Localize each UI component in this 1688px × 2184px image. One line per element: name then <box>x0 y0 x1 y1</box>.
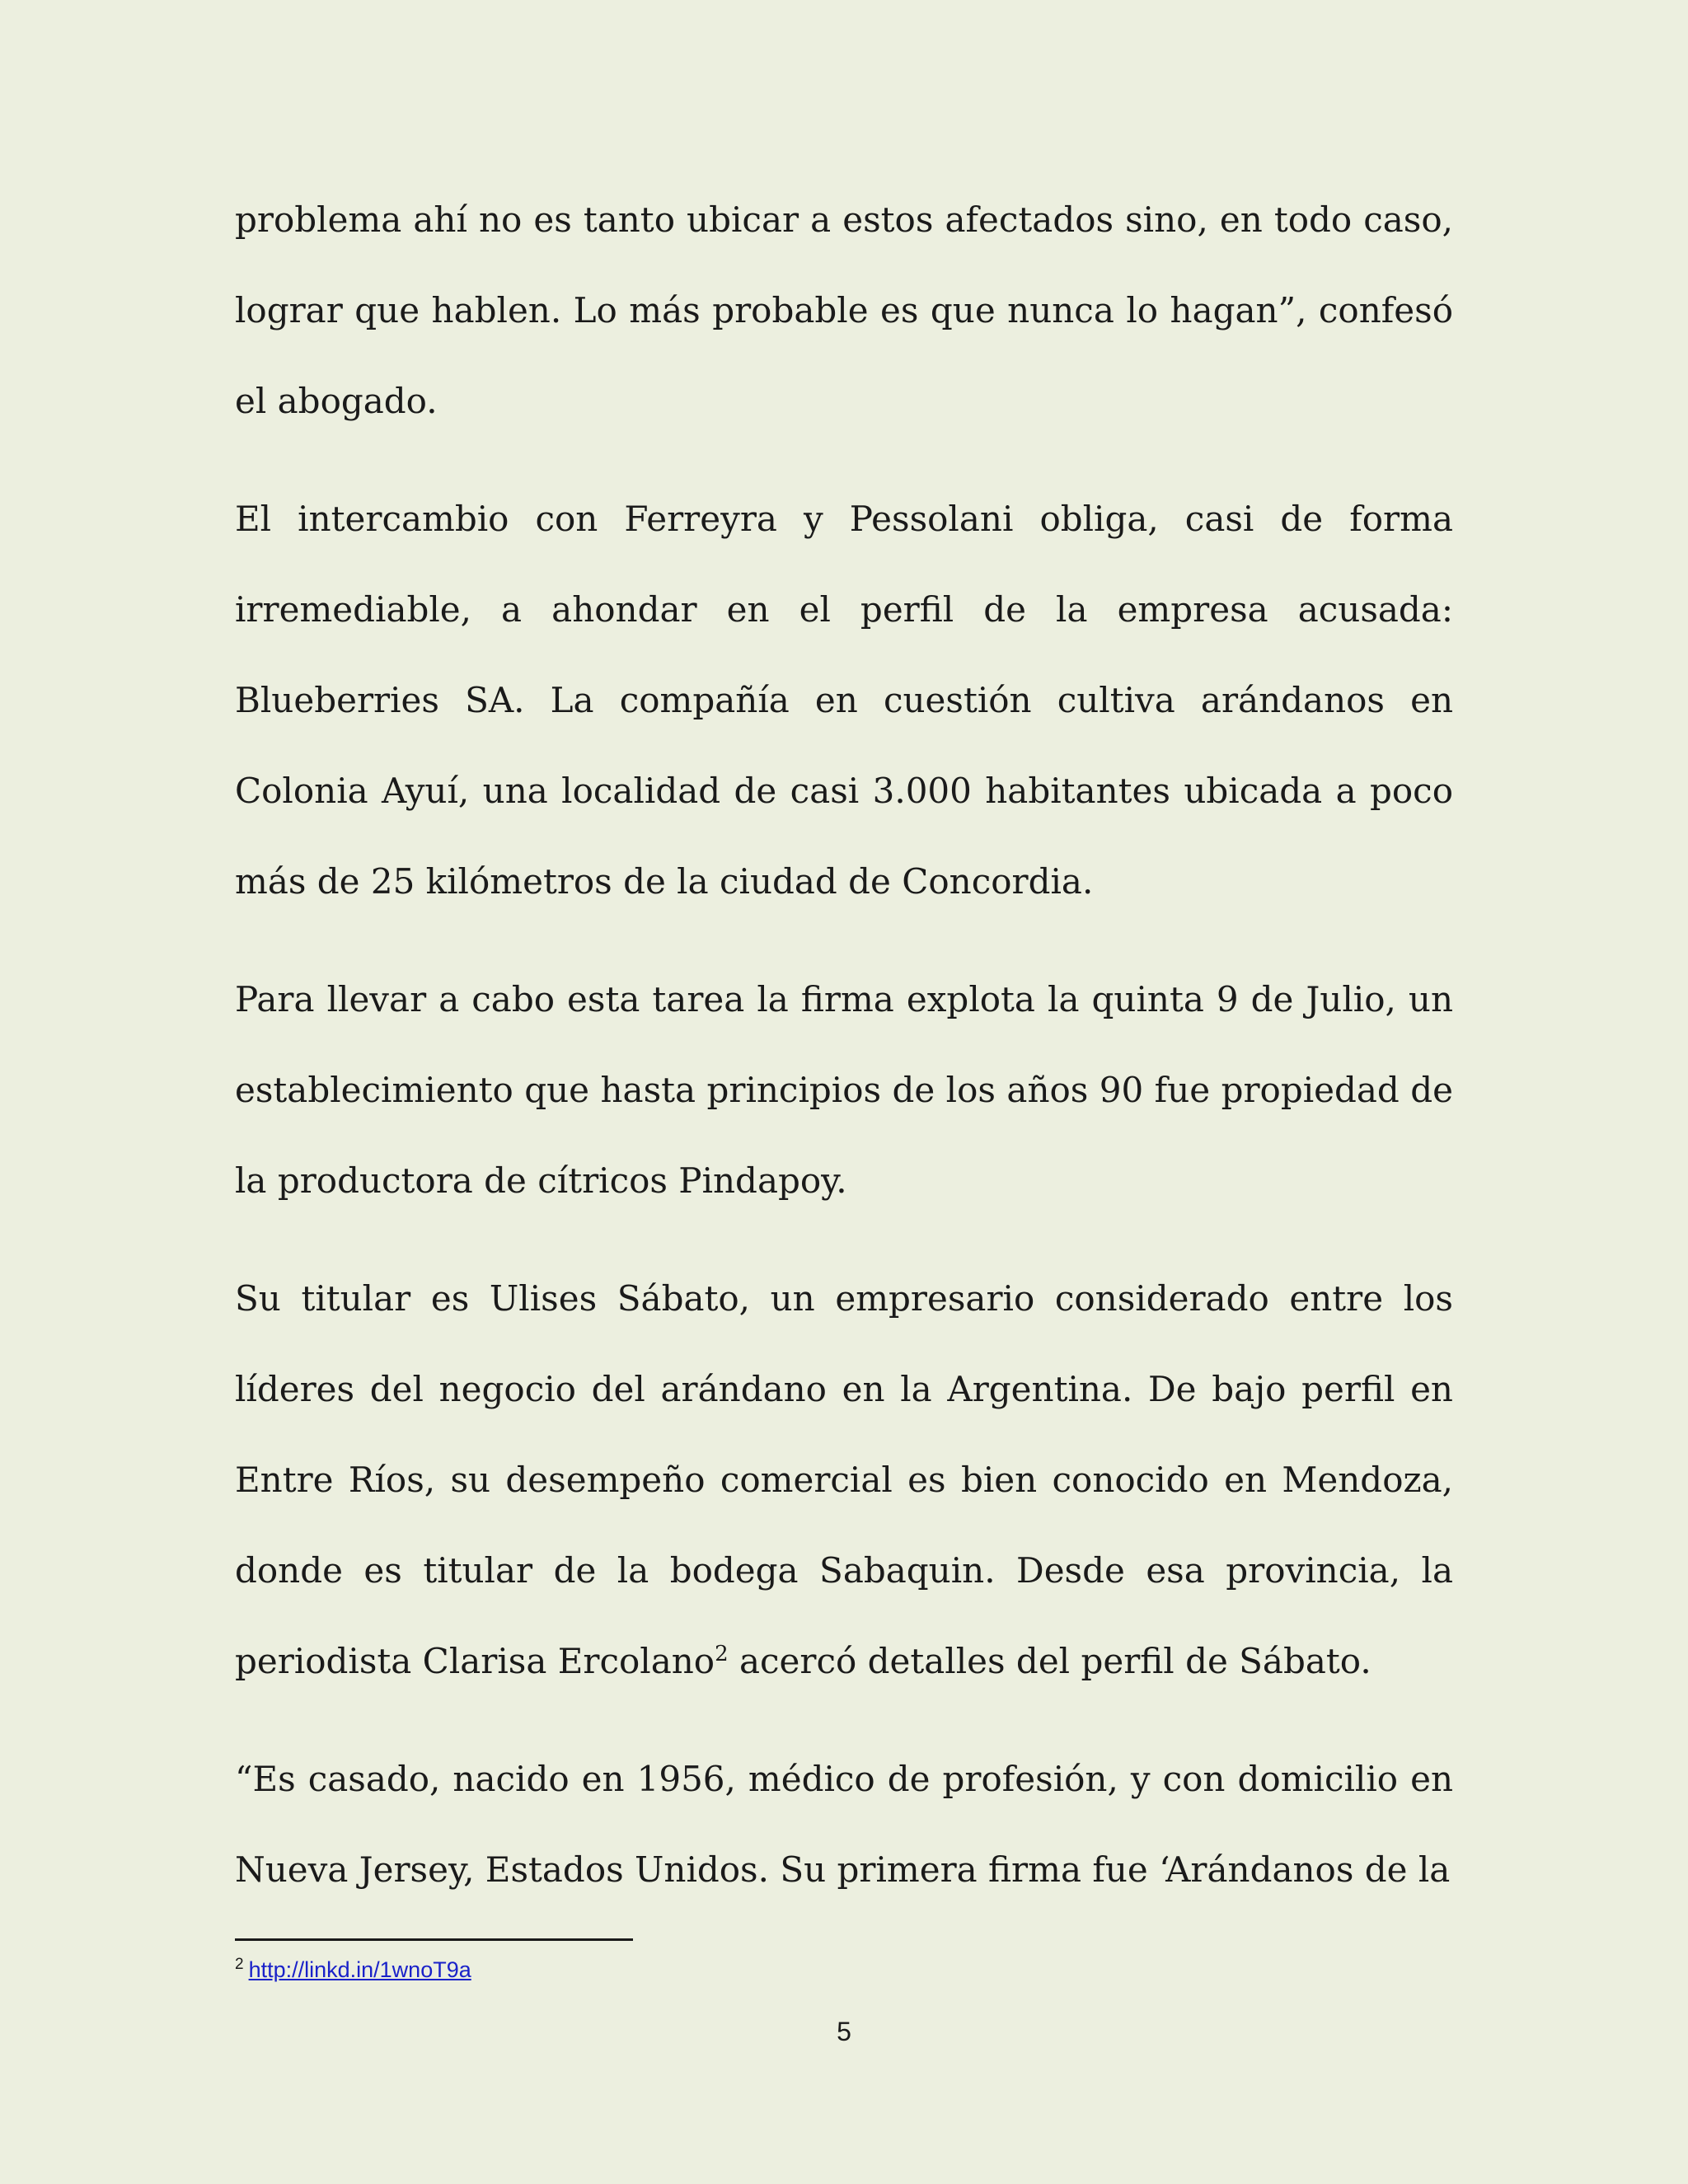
paragraph-5: “Es casado, nacido en 1956, médico de profesión, y con domicilio en Nueva Jersey, Estados Unidos. Su primera firma fue ‘Arándanos de la <box>235 1759 1453 1890</box>
paragraph-4-text-a: Su titular es Ulises Sábato, un empresario considerado entre los líderes del negocio del arándano en la Argentina. De bajo perfil en Entre Ríos, su desempeño comercial es bien conocido en Mendoza, donde es titular de la bodega Sabaquin. Desde esa provincia, la periodista Clarisa Ercolano <box>235 1278 1453 1681</box>
footnote <box>235 1953 471 1986</box>
paragraph-2: El intercambio con Ferreyra y Pessolani obliga, casi de forma irremediable, a ahondar en el perfil de la empresa acusada: Blueberries SA. La compañía en cuestión cultiva arándanos en Colonia Ayuí, una localidad de casi 3.000 habitantes ubicada a poco más de 25 kilómetros de la ciudad de Concordia. <box>235 499 1453 902</box>
paragraph-4-text-b: acercó detalles del perfil de Sábato. <box>728 1641 1372 1681</box>
footnote-number: 2 <box>235 1956 244 1973</box>
footnote-reference: 2 <box>715 1642 729 1666</box>
footnote-link[interactable]: http://linkd.in/1wnoT9a <box>248 1957 471 1982</box>
paragraph-1: problema ahí no es tanto ubicar a estos afectados sino, en todo caso, lograr que hablen. Lo más probable es que nunca lo hagan”, confesó el abogado. <box>235 199 1453 421</box>
footnote-separator <box>235 1938 633 1941</box>
page-number: 5 <box>837 2017 851 2046</box>
body-text <box>235 175 1453 1943</box>
paragraph-4 <box>235 1254 1453 1707</box>
paragraph-3: Para llevar a cabo esta tarea la firma explota la quinta 9 de Julio, un establecimiento que hasta principios de los años 90 fue propiedad de la productora de cítricos Pindapoy. <box>235 979 1453 1201</box>
